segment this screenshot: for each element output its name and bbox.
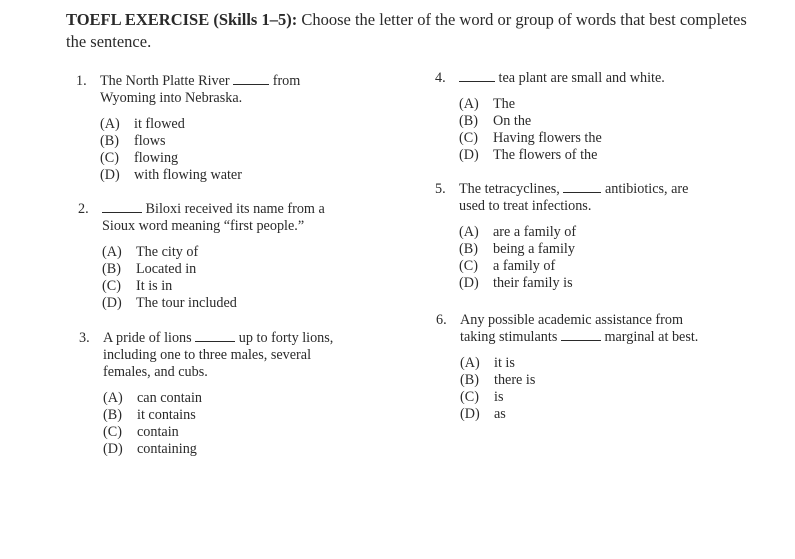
question-stem	[78, 201, 378, 235]
option-b[interactable]: (B) Located in	[102, 261, 197, 277]
question-number: 6.	[436, 312, 447, 328]
question-number: 5.	[435, 181, 446, 197]
option-b[interactable]: (B) On the	[459, 113, 532, 129]
options-list	[435, 224, 755, 292]
question-stem	[435, 181, 755, 215]
options-list	[76, 116, 376, 184]
exercise-header	[66, 9, 766, 53]
option-c[interactable]: (C) is	[460, 389, 504, 405]
question-5	[435, 181, 755, 292]
stem-text: The tetracyclines,	[459, 181, 560, 197]
stem-text: from	[272, 73, 301, 89]
option-d[interactable]: (D) their family is	[459, 275, 573, 291]
option-c[interactable]: (C) a family of	[459, 258, 556, 274]
option-c[interactable]: (C) Having flowers the	[459, 130, 602, 146]
stem-text: Biloxi received its name from a	[145, 201, 325, 217]
question-1	[76, 73, 376, 184]
option-d[interactable]: (D) The flowers of the	[459, 147, 598, 163]
question-number: 4.	[435, 70, 446, 86]
stem-text: Sioux word meaning “first people.”	[102, 218, 305, 234]
question-4	[435, 70, 755, 164]
question-2	[78, 201, 378, 312]
question-3	[79, 330, 379, 458]
stem-text: The North Platte River	[100, 73, 230, 89]
stem-text: A pride of lions	[103, 330, 192, 346]
stem-text: up to forty lions,	[238, 330, 334, 346]
option-d[interactable]: (D) with flowing water	[100, 167, 242, 183]
option-a[interactable]: (A) it is	[460, 355, 515, 371]
option-b[interactable]: (B) there is	[460, 372, 536, 388]
answer-blank	[233, 73, 269, 85]
option-a[interactable]: (A) it flowed	[100, 116, 185, 132]
stem-text: Wyoming into Nebraska.	[100, 90, 243, 106]
answer-blank	[561, 329, 601, 341]
question-stem	[436, 312, 756, 346]
answer-blank	[195, 330, 235, 342]
option-d[interactable]: (D) The tour included	[102, 295, 237, 311]
answer-blank	[102, 201, 142, 213]
question-stem	[435, 70, 755, 87]
option-a[interactable]: (A) can contain	[103, 390, 202, 406]
option-d[interactable]: (D) as	[460, 406, 506, 422]
option-b[interactable]: (B) being a family	[459, 241, 575, 257]
question-number: 3.	[79, 330, 90, 346]
question-6	[436, 312, 756, 423]
stem-text: used to treat infections.	[459, 198, 592, 214]
option-c[interactable]: (C) contain	[103, 424, 179, 440]
question-stem	[79, 330, 379, 381]
option-c[interactable]: (C) It is in	[102, 278, 173, 294]
stem-text: marginal at best.	[604, 329, 699, 345]
answer-blank	[459, 70, 495, 82]
stem-text: Any possible academic assistance from	[460, 312, 683, 328]
stem-text: antibiotics, are	[604, 181, 689, 197]
options-list	[79, 390, 379, 458]
option-b[interactable]: (B) it contains	[103, 407, 196, 423]
option-a[interactable]: (A) are a family of	[459, 224, 577, 240]
question-number: 1.	[76, 73, 87, 89]
option-c[interactable]: (C) flowing	[100, 150, 179, 166]
stem-text: tea plant are small and white.	[498, 70, 665, 86]
option-a[interactable]: (A) The city of	[102, 244, 199, 260]
options-list	[436, 355, 756, 423]
option-a[interactable]: (A) The	[459, 96, 516, 112]
option-b[interactable]: (B) flows	[100, 133, 166, 149]
answer-blank	[563, 181, 601, 193]
question-stem	[76, 73, 376, 107]
stem-text: including one to three males, several	[103, 347, 312, 363]
exercise-title: TOEFL EXERCISE (Skills 1–5):	[66, 10, 298, 29]
stem-text: taking stimulants	[460, 329, 558, 345]
options-list	[435, 96, 755, 164]
exercise-instruction: Choose the letter of the word or group of words that best completes the sentence.	[66, 10, 747, 51]
stem-text: females, and cubs.	[103, 364, 208, 380]
options-list	[78, 244, 378, 312]
question-number: 2.	[78, 201, 89, 217]
option-d[interactable]: (D) containing	[103, 441, 197, 457]
